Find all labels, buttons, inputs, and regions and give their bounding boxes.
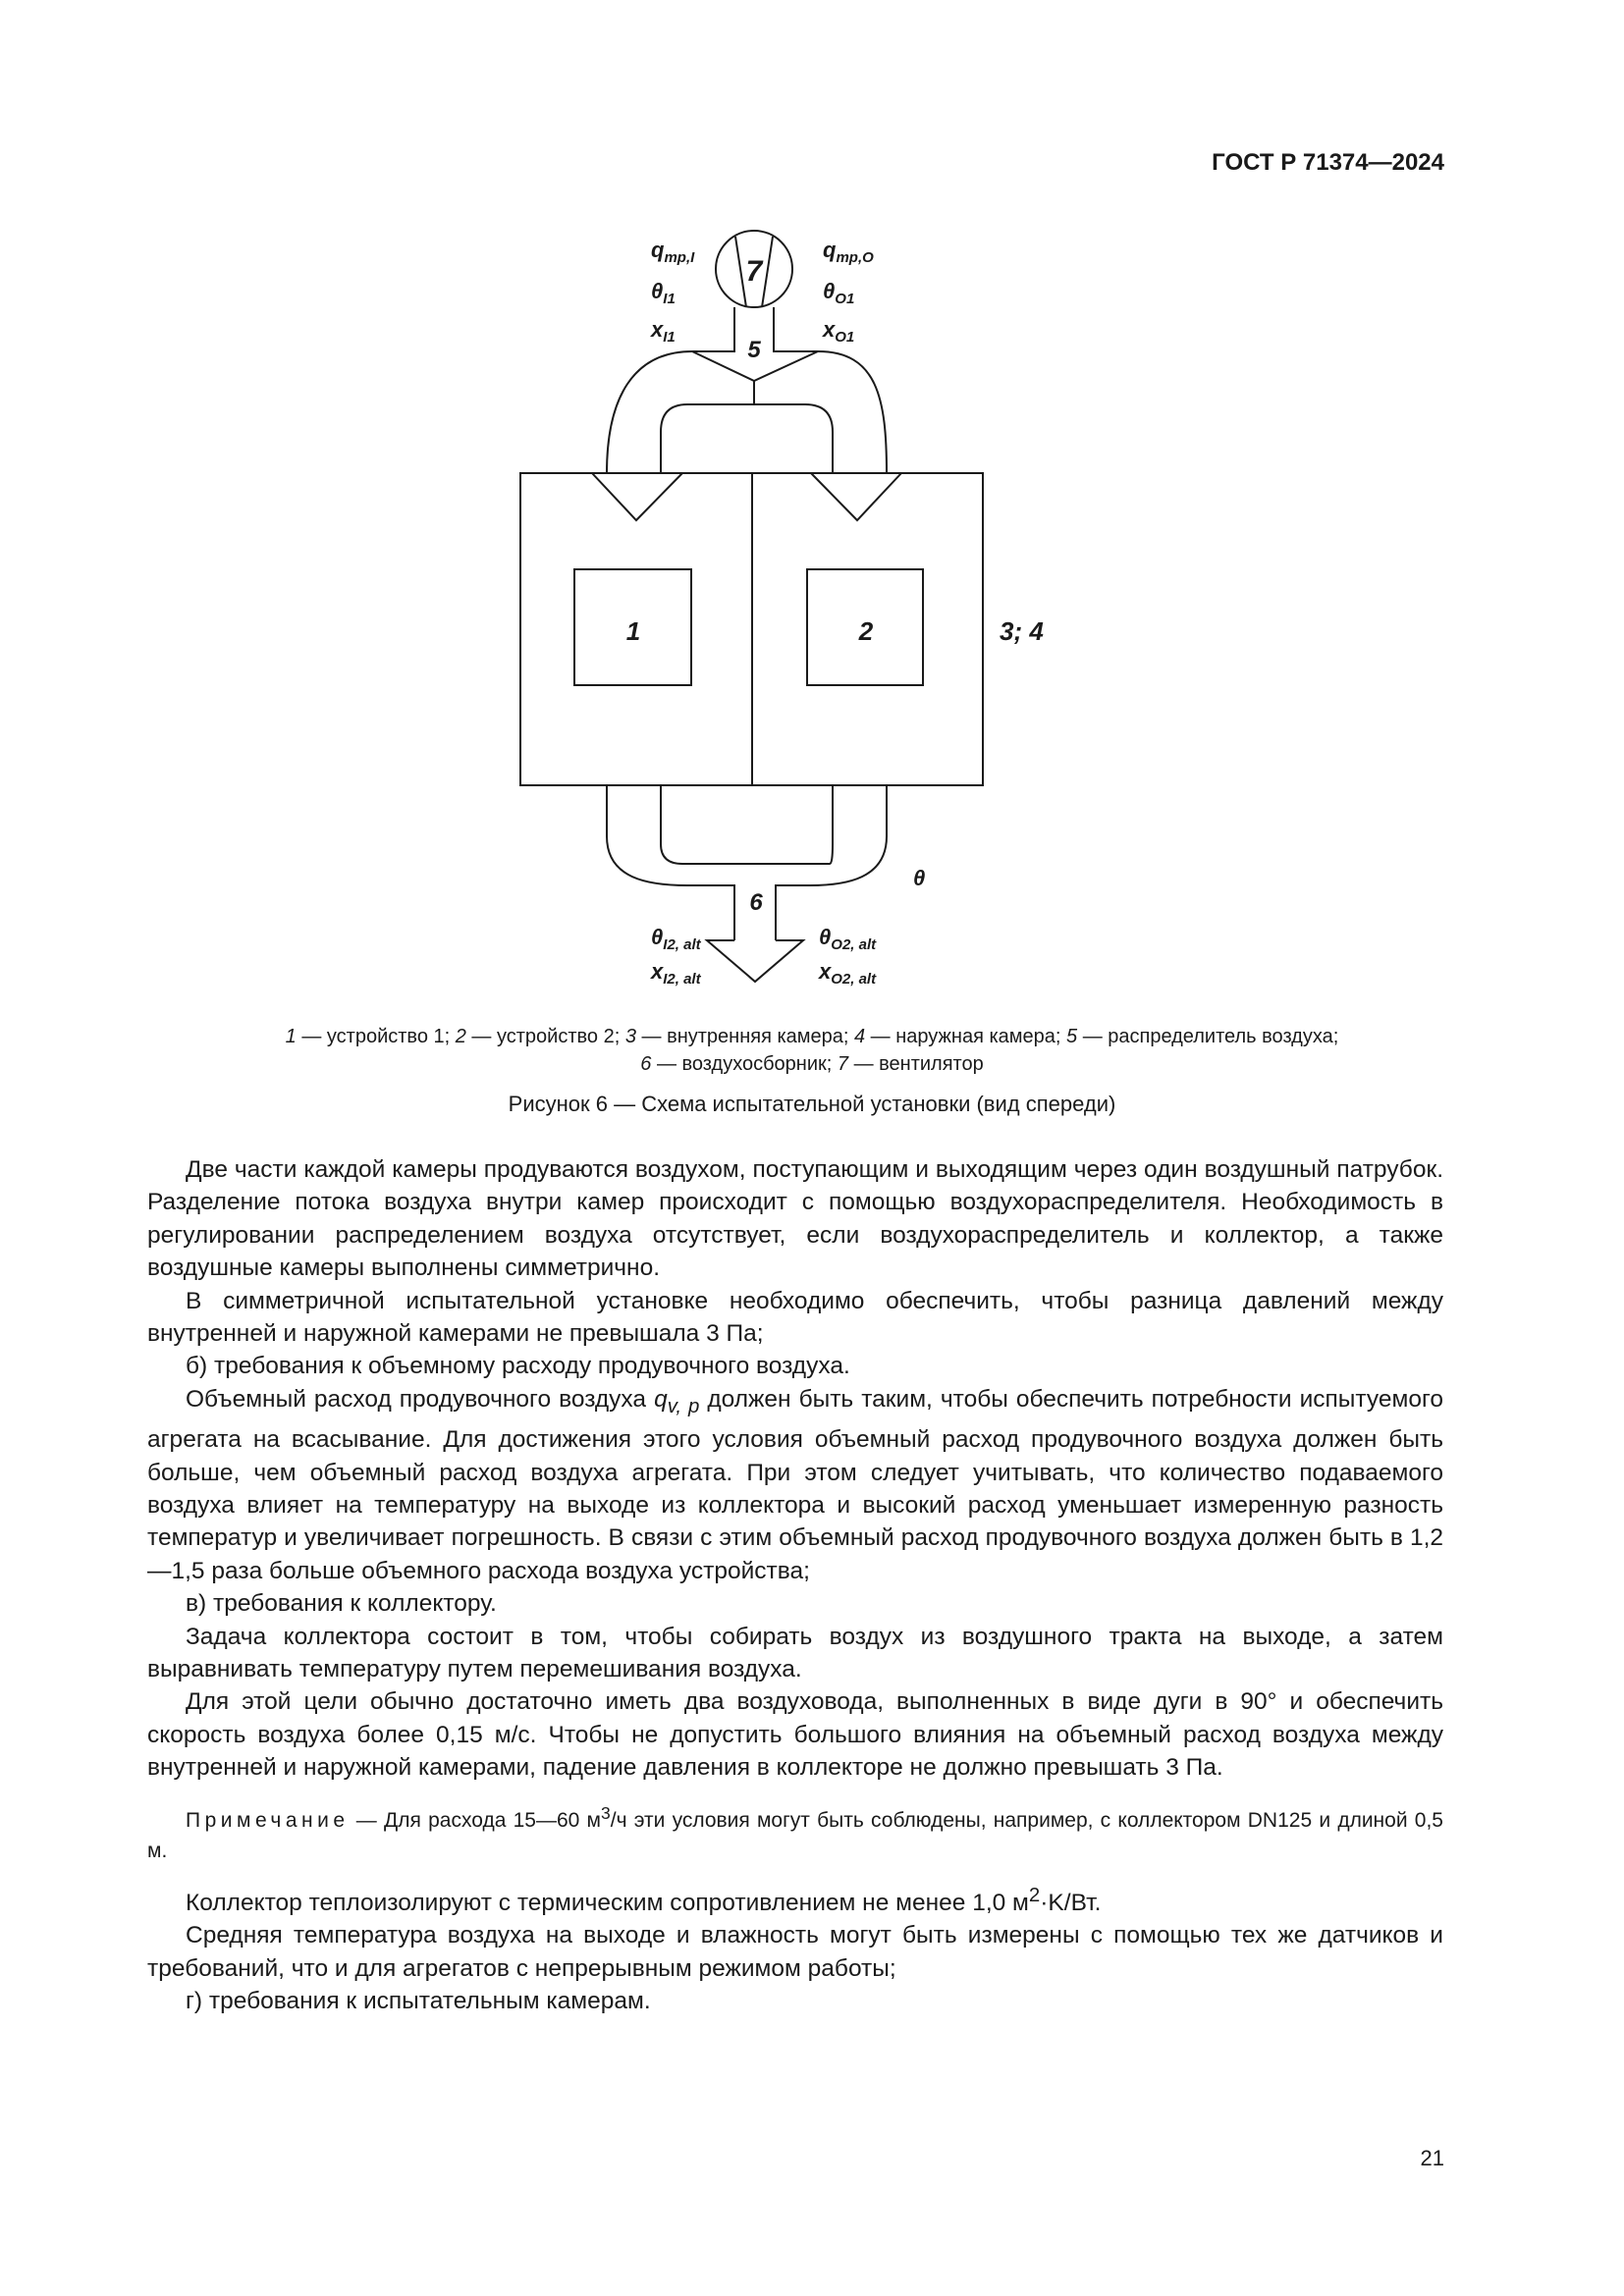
collector-duct-inner: [661, 785, 833, 864]
legend-line-1: 1 — устройство 1; 2 — устройство 2; 3 — внутренняя камера; 4 — наружная камера; 5 — распределитель воздуха;: [285, 1026, 1339, 1047]
legend-line-2: 6 — воздухосборник; 7 — вентилятор: [640, 1053, 984, 1075]
note: Примечание — Для расхода 15—60 $м^3/ч$ эти условия могут быть соблюдены, например, с коллектором DN125 и длиной 0,5 м.: [147, 1802, 1443, 1862]
paragraph: Для этой цели обычно достаточно иметь два воздуховода, выполненных в виде дуги в 90° и обеспечить скорость воздуха более 0,15 м/с. Чтобы не допустить большого влияния на объемный расход воздуха между внутренней и наружной камерами, падение давления в коллекторе не должно превышать 3 Па.: [147, 1688, 1443, 1782]
paragraph: Задача коллектора состоит в том, чтобы собирать воздух из воздушного тракта на выходе, а затем выравнивать температуру путем перемешивания воздуха.: [147, 1623, 1443, 1682]
paragraph: Средняя температура воздуха на выходе и влажность могут быть измерены с помощью тех же датчиков и требований, что и для агрегатов с непрерывным режимом работы;: [147, 1922, 1443, 1982]
body-text: [147, 1153, 1443, 2017]
q-in-symbol: $q_{mp,I}$: [651, 238, 695, 266]
figure-legend: [147, 1023, 1477, 1078]
device-1-label: 1: [625, 616, 641, 646]
theta-label: θ: [913, 866, 926, 890]
paragraph: б) требования к объемному расходу продувочного воздуха.: [186, 1353, 850, 1380]
distributor-label: 5: [747, 337, 761, 363]
device-2-label: 2: [858, 616, 874, 646]
x-out1-symbol: $x_{O1}$: [823, 317, 855, 346]
theta-in1-symbol: $\theta_{I1}$: [651, 279, 676, 307]
note-label: Примечание: [186, 1808, 350, 1832]
symbol-q: $q_{v, p}$: [654, 1385, 700, 1417]
paragraph: Объемный расход продувочного воздуха $q_{v, p}$ должен быть таким, чтобы обеспечить потребности испытуемого агрегата на всасывание. Для достижения этого условия объемный расход продувочного воздуха должен быть больше, чем объемный расход воздуха агрегата. При этом следует учитывать, что количество подаваемого воздуха влияет на температуру на выходе из коллектора и высокий расход уменьшает измеренную разность температур и увеличивает погрешность. В связи с этим объемный расход продувочного воздуха должен быть в 1,2—1,5 раза больше объемного расхода воздуха устройства;: [147, 1385, 1443, 1584]
collector-label: 6: [749, 889, 763, 916]
page-number: 21: [1420, 2146, 1444, 2170]
paragraph: Две части каждой камеры продуваются воздухом, поступающим и выходящим через один воздушный патрубок. Разделение потока воздуха внутри камер происходит с помощью воздухораспределителя. Необходимость в регулировании распределением воздуха отсутствует, если воздухораспределитель и коллектор, а также воздушные камеры выполнены симметрично.: [147, 1156, 1443, 1282]
paragraph: в) требования к коллектору.: [186, 1590, 497, 1618]
q-out-symbol: $q_{mp,O}$: [823, 238, 874, 266]
theta-out2-symbol: $\theta_{O2, alt}$: [819, 925, 877, 953]
paragraph: Коллектор теплоизолируют с термическим сопротивлением не менее 1,0 $м^2\cdot K/Вт$.: [186, 1884, 1102, 1916]
figure-caption: Рисунок 6 — Схема испытательной установки (вид спереди): [508, 1092, 1116, 1116]
outlet-arrow: [707, 940, 803, 982]
distributor-duct-inner: [661, 404, 833, 473]
figure-labels: [626, 238, 1045, 988]
document-header: ГОСТ Р 71374—2024: [1212, 149, 1444, 176]
inlet-arrow-left: [592, 473, 682, 520]
test-setup-figure: [491, 211, 1080, 1006]
inlet-arrow-right: [811, 473, 901, 520]
x-in2-symbol: $x_{I2, alt}$: [651, 959, 701, 988]
theta-in2-symbol: $\theta_{I2, alt}$: [651, 925, 701, 953]
paragraph: В симметричной испытательной установке необходимо обеспечить, чтобы разница давлений между внутренней и наружной камерами не превышала 3 Па;: [147, 1287, 1443, 1348]
x-out2-symbol: $x_{O2, alt}$: [819, 959, 877, 988]
chambers-label: 3; 4: [1000, 616, 1044, 646]
paragraph: г) требования к испытательным камерам.: [186, 1987, 651, 2014]
test-setup-diagram: [491, 211, 1080, 1006]
x-in1-symbol: $x_{I1}$: [651, 317, 676, 346]
theta-out1-symbol: $\theta_{O1}$: [823, 279, 855, 307]
fan-blade-right: [762, 237, 773, 307]
fan-label: 7: [745, 255, 763, 288]
fan-blade-left: [735, 237, 746, 307]
